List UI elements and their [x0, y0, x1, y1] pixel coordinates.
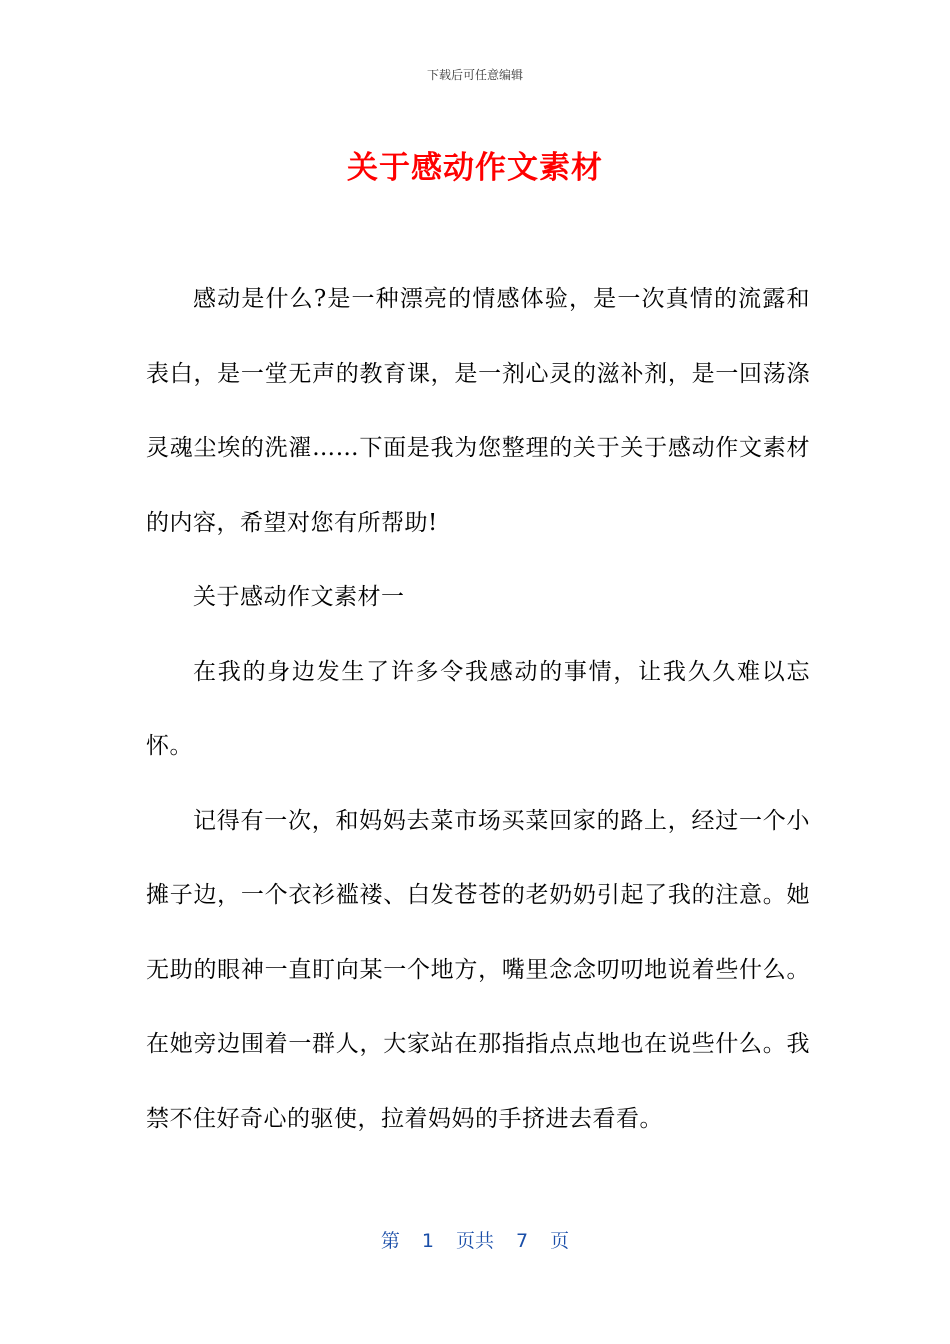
- paragraph-intro: 感动是什么?是一种漂亮的情感体验，是一次真情的流露和表白，是一堂无声的教育课，是一剂心灵的滋补剂，是一回荡涤灵魂尘埃的洗濯……下面是我为您整理的关于关于感动作文素材的内容，希望对您有所帮助!: [146, 286, 810, 536]
- total-pages-number: 7: [516, 1230, 529, 1252]
- current-page-number: 1: [421, 1230, 434, 1252]
- document-title: 关于感动作文素材: [347, 150, 603, 186]
- page-footer: [0, 1226, 950, 1253]
- page-mid: 页共: [455, 1230, 494, 1252]
- paragraph-body-2: 记得有一次，和妈妈去菜市场买菜回家的路上，经过一个小摊子边，一个衣衫褴褛、白发苍苍的老奶奶引起了我的注意。她无助的眼神一直盯向某一个地方，嘴里念念叨叨地说着些什么。在她旁边围着一群人，大家站在那指指点点地也在说些什么。我禁不住好奇心的驱使，拉着妈妈的手挤进去看看。: [146, 807, 810, 1132]
- document-body: [146, 262, 810, 1156]
- header-note: 下载后可任意编辑: [426, 68, 523, 82]
- page-suffix: 页: [550, 1230, 570, 1252]
- paragraph-body-1: 在我的身边发生了许多令我感动的事情，让我久久难以忘怀。: [146, 658, 810, 759]
- page-prefix: 第: [380, 1230, 400, 1252]
- paragraph-subheading: 关于感动作文素材一: [193, 584, 405, 610]
